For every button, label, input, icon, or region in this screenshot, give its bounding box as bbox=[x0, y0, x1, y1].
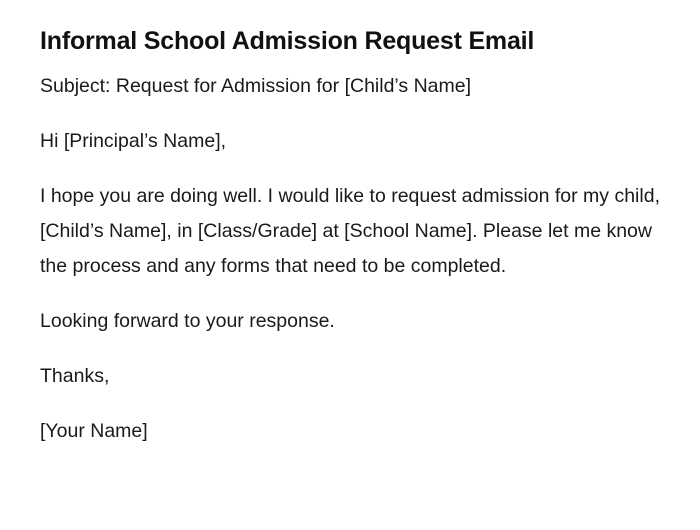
email-closing-line: Looking forward to your response. bbox=[40, 310, 335, 332]
document-title: Informal School Admission Request Email bbox=[40, 27, 535, 55]
email-signoff: Thanks, bbox=[40, 365, 110, 387]
email-subject: Subject: Request for Admission for [Child’s Name] bbox=[40, 75, 471, 97]
email-greeting: Hi [Principal’s Name], bbox=[40, 130, 227, 152]
email-body: I hope you are doing well. I would like to request admission for my child, [Child’s Name], in [Class/Grade] at [School Name]. Please let me know the process and any forms that need to be completed. bbox=[40, 185, 660, 277]
email-signature: [Your Name] bbox=[40, 420, 148, 442]
